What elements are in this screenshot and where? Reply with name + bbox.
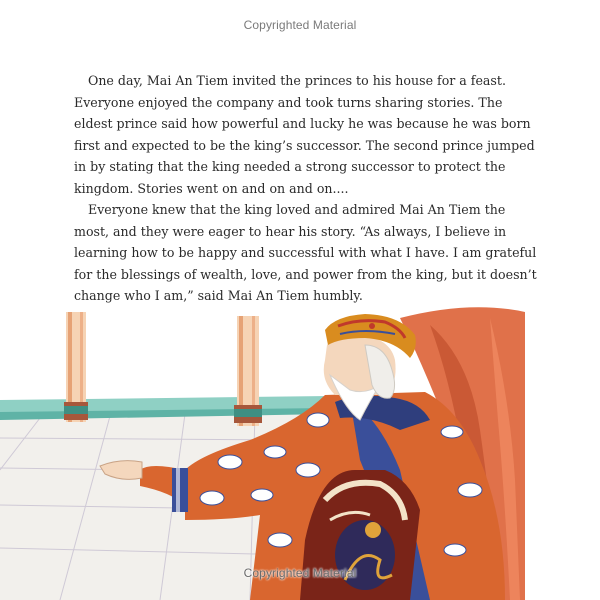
pillar-left <box>64 312 88 422</box>
copyright-watermark-bottom: Copyrighted Material <box>243 566 357 580</box>
story-paragraph-1: One day, Mai An Tiem invited the princes to his house for a feast. Everyone enjoyed the company and took turns sharing stories. The eldest prince said how powerful and lucky he was because he was born first and expected to be the king’s successor. The second prince jumped in by stating that the king needed a strong successor to protect the kingdom. Stories went on and on and on.... <box>74 73 535 196</box>
story-text <box>74 70 544 307</box>
king-illustration <box>0 300 600 600</box>
copyright-watermark-top: Copyrighted Material <box>243 18 357 32</box>
pillar-right <box>234 316 262 426</box>
story-paragraph-2: Everyone knew that the king loved and admired Mai An Tiem the most, and they were eager to hear his story. “As always, I believe in learning how to be happy and successful with what I have. I am grateful for the blessings of wealth, love, and power from the king, but it doesn’t change who I am,” said Mai An Tiem humbly. <box>74 202 537 303</box>
